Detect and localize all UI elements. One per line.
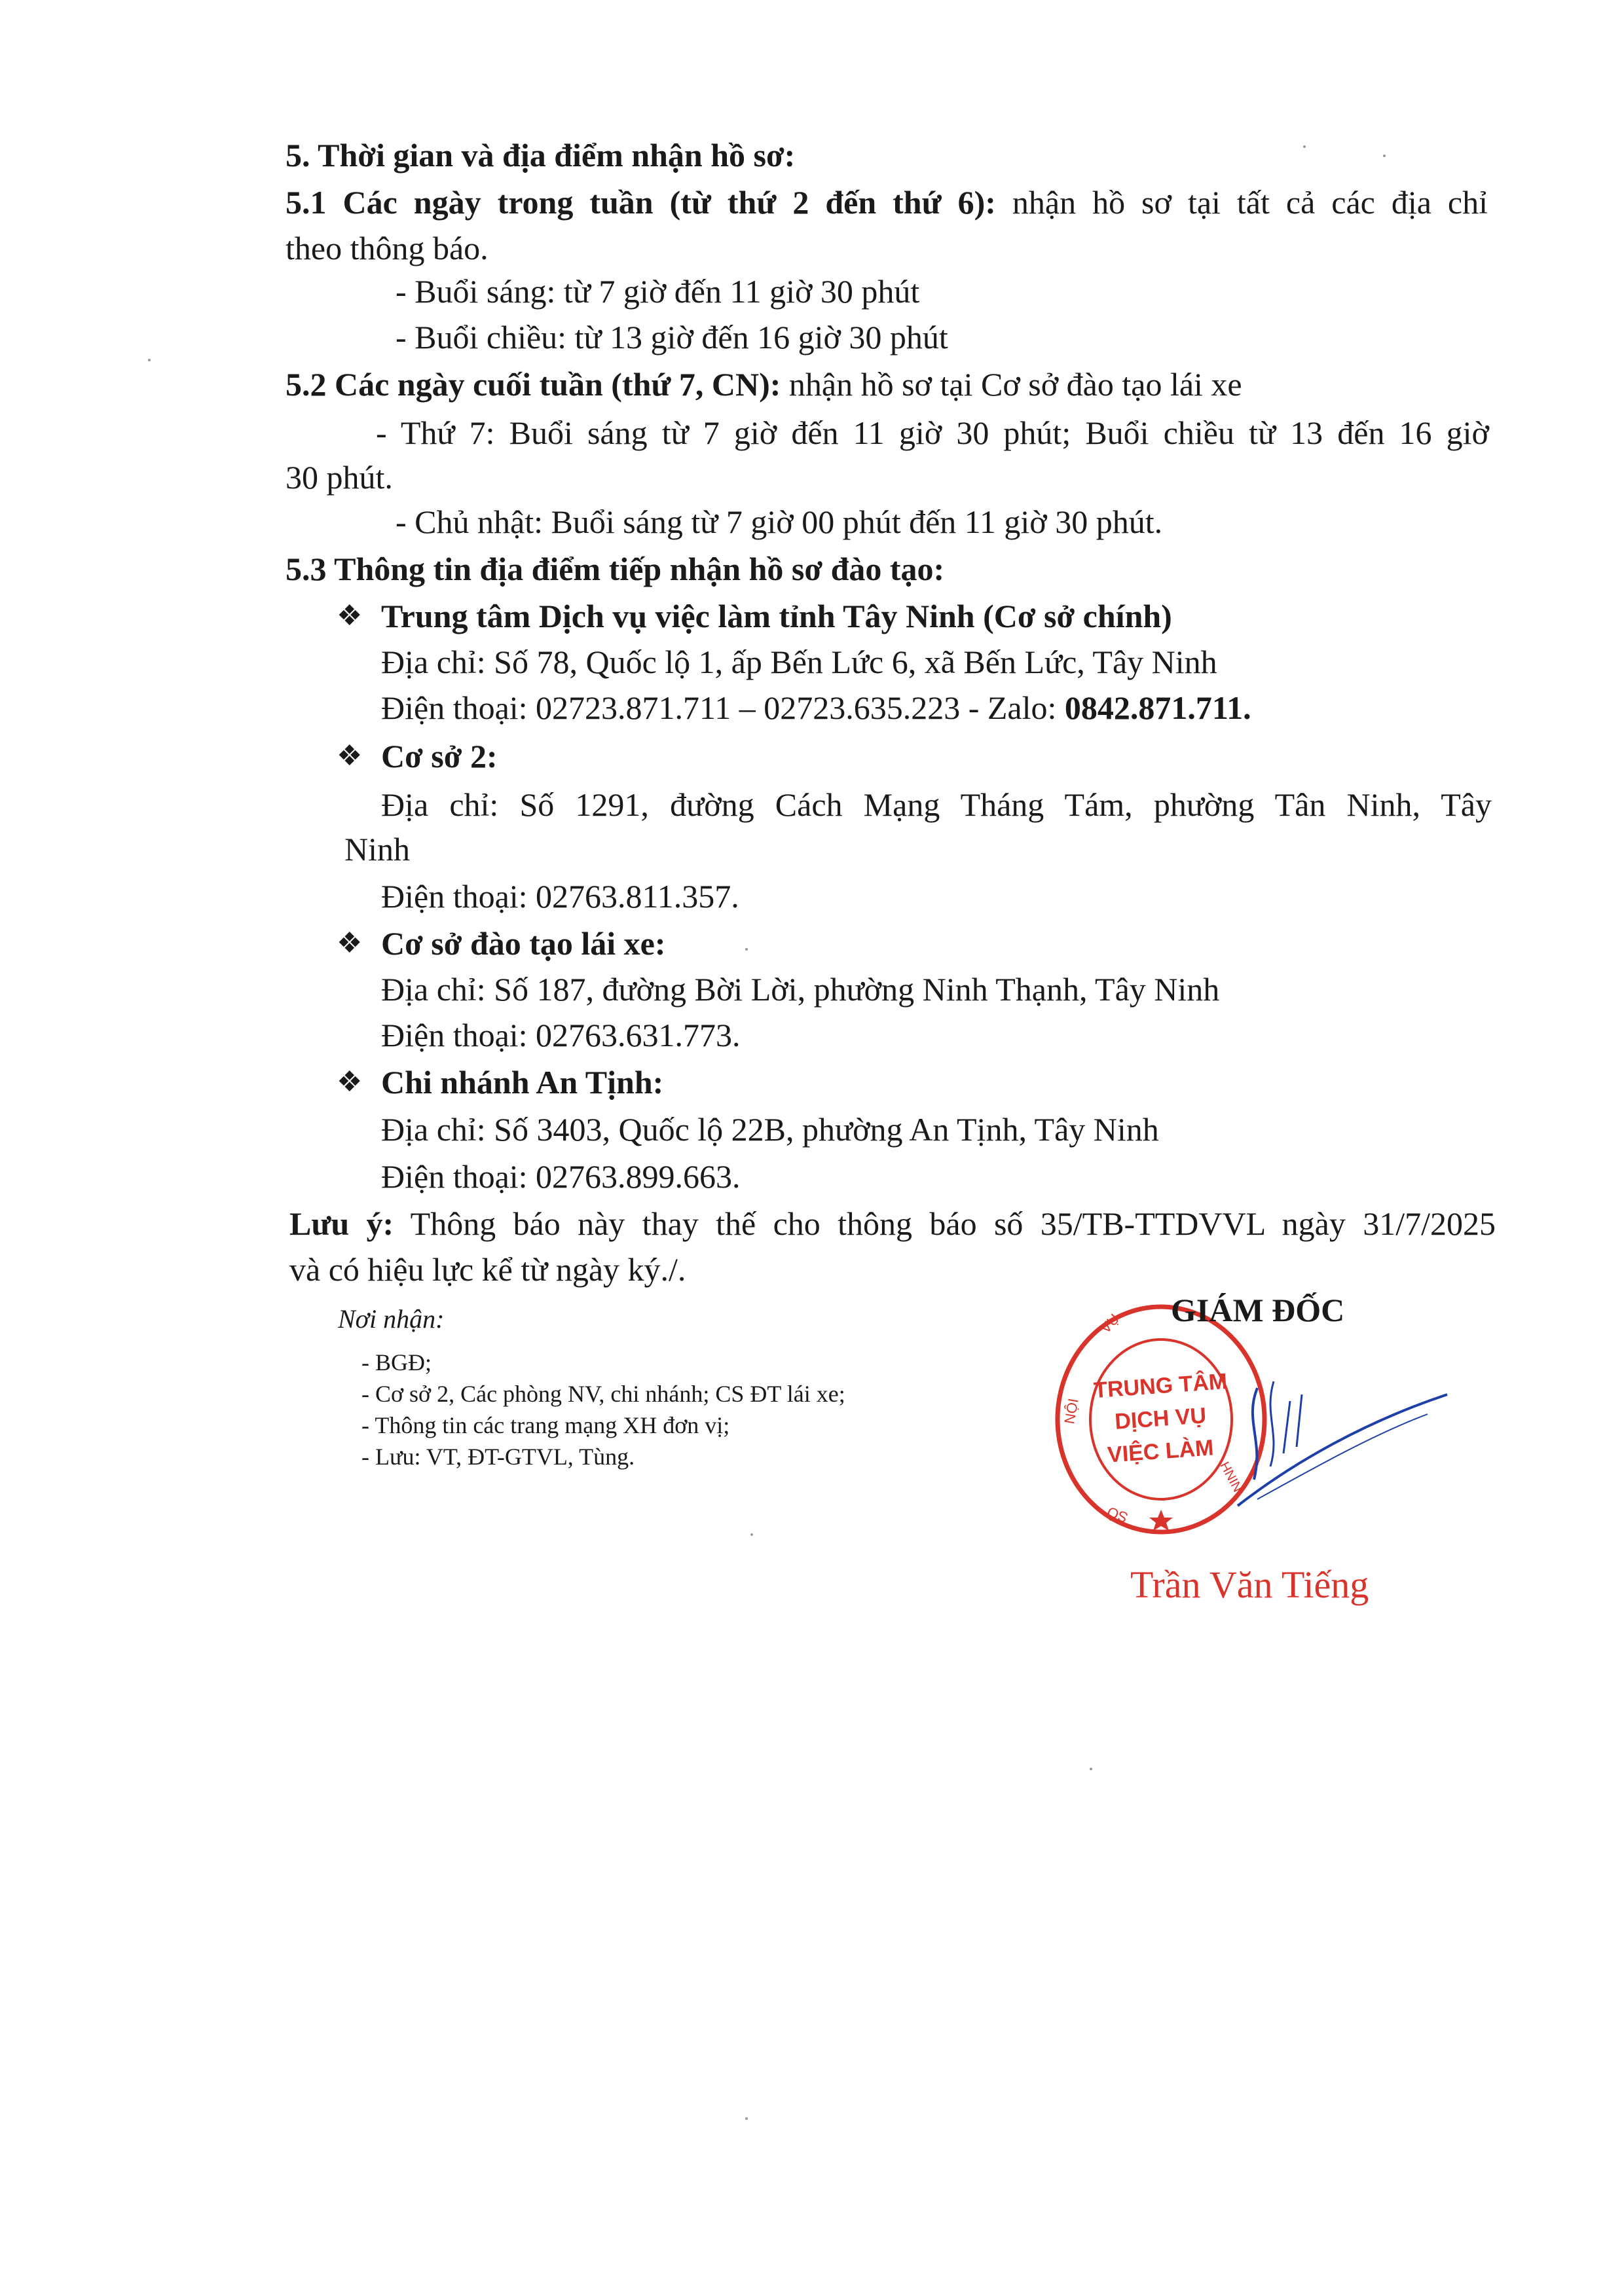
location-main-name: Trung tâm Dịch vụ việc làm tỉnh Tây Ninh (Cơ sở chính) (381, 598, 1172, 634)
recipient-item: - Cơ sở 2, Các phòng NV, chi nhánh; CS ĐT lái xe; (361, 1381, 845, 1407)
sunday-hours: - Chủ nhật: Buổi sáng từ 7 giờ 00 phút đến 11 giờ 30 phút. (396, 503, 1163, 540)
diamond-bullet-icon: ❖ (337, 740, 363, 772)
saturday-hours-cont: 30 phút. (286, 459, 393, 496)
location-2-name: Cơ sở 2: (381, 738, 498, 774)
location-main-phone-text: Điện thoại: 02723.871.711 – 02723.635.223 - Zalo: (381, 689, 1065, 726)
section-5-1-line2: theo thông báo. (286, 230, 489, 266)
signer-name: Trần Văn Tiếng (1130, 1563, 1369, 1606)
note-line2: và có hiệu lực kể từ ngày ký./. (289, 1251, 686, 1288)
recipients-title: Nơi nhận: (338, 1304, 445, 1334)
diamond-bullet-icon: ❖ (337, 600, 363, 632)
location-main-address: Địa chỉ: Số 78, Quốc lộ 1, ấp Bến Lức 6, xã Bến Lức, Tây Ninh (381, 644, 1217, 680)
seal-line-2: DỊCH VỤ (1114, 1403, 1208, 1434)
section-5-3-label: 5.3 Thông tin địa điểm tiếp nhận hồ sơ đào tạo: (286, 551, 945, 587)
scan-speck (1090, 1768, 1092, 1770)
seal-line-3: VIỆC LÀM (1106, 1435, 1215, 1468)
note-label: Lưu ý: (289, 1205, 394, 1242)
scan-speck (1303, 145, 1306, 148)
seal-ring-bottom: SỞ (1103, 1503, 1130, 1526)
seal-star-icon (1149, 1510, 1173, 1531)
scan-speck (745, 948, 748, 951)
scan-speck (745, 2117, 748, 2120)
note-text: Thông báo này thay thế cho thông báo số 35/TB-TTDVVL ngày 31/7/2025 (394, 1205, 1496, 1242)
location-4-address: Địa chỉ: Số 3403, Quốc lộ 22B, phường An Tịnh, Tây Ninh (381, 1111, 1159, 1148)
diamond-bullet-icon: ❖ (337, 927, 363, 959)
scan-speck (148, 359, 151, 361)
location-2-address-cont: Ninh (344, 831, 410, 867)
morning-hours: - Buổi sáng: từ 7 giờ đến 11 giờ 30 phút (396, 273, 920, 310)
saturday-hours: - Thứ 7: Buổi sáng từ 7 giờ đến 11 giờ 30 phút; Buổi chiều từ 13 đến 16 giờ (376, 414, 1489, 451)
afternoon-hours: - Buổi chiều: từ 13 giờ đến 16 giờ 30 phút (396, 319, 948, 355)
seal-ring-left: NỘI (1061, 1396, 1082, 1425)
section-5-1-label: 5.1 Các ngày trong tuần (từ thứ 2 đến thứ 6): (286, 184, 996, 221)
seal-ring-right: NINH (1218, 1459, 1246, 1494)
location-3-name: Cơ sở đào tạo lái xe: (381, 925, 666, 962)
scan-speck (1383, 155, 1386, 157)
location-main-phone (381, 686, 1251, 729)
scan-speck (750, 1533, 753, 1536)
section-5-2-line1 (286, 363, 1242, 406)
section-heading: 5. Thời gian và địa điểm nhận hồ sơ: (286, 137, 796, 173)
section-5-1-text: nhận hồ sơ tại tất cả các địa chỉ (995, 184, 1488, 221)
location-main-zalo: 0842.871.711. (1064, 689, 1251, 726)
section-5-2-text: nhận hồ sơ tại Cơ sở đào tạo lái xe (781, 366, 1242, 403)
location-4-phone: Điện thoại: 02763.899.663. (381, 1158, 741, 1195)
note-line1 (289, 1202, 1496, 1245)
recipient-item: - Thông tin các trang mạng XH đơn vị; (361, 1412, 730, 1438)
section-5-2-label: 5.2 Các ngày cuối tuần (thứ 7, CN): (286, 366, 781, 403)
diamond-bullet-icon: ❖ (337, 1066, 363, 1098)
recipient-item: - Lưu: VT, ĐT-GTVL, Tùng. (361, 1444, 635, 1470)
signature-title: GIÁM ĐỐC (1171, 1292, 1345, 1328)
location-2-address: Địa chỉ: Số 1291, đường Cách Mạng Tháng Tám, phường Tân Ninh, Tây (381, 786, 1492, 823)
location-2-phone: Điện thoại: 02763.811.357. (381, 878, 739, 915)
seal-line-1: TRUNG TÂM (1093, 1368, 1228, 1404)
handwritten-signature (1218, 1362, 1467, 1519)
seal-ring-top: VỤ (1097, 1310, 1123, 1337)
location-4-name: Chi nhánh An Tịnh: (381, 1064, 664, 1101)
section-5-1-line1 (286, 181, 1488, 224)
location-3-phone: Điện thoại: 02763.631.773. (381, 1017, 741, 1053)
recipient-item: - BGĐ; (361, 1349, 432, 1376)
location-3-address: Địa chỉ: Số 187, đường Bời Lời, phường Ninh Thạnh, Tây Ninh (381, 971, 1220, 1008)
